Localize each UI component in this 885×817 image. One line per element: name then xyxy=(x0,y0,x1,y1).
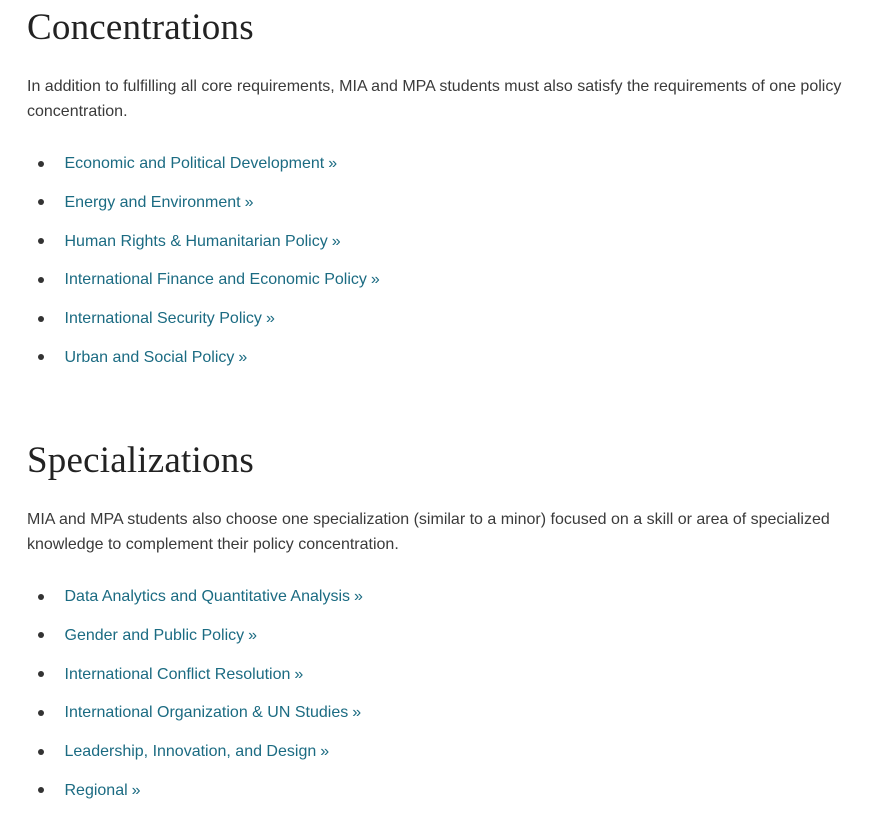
double-chevron-right-icon: » xyxy=(352,704,362,722)
double-chevron-right-icon: » xyxy=(370,271,380,289)
concentrations-intro: In addition to fulfilling all core requirements, MIA and MPA students must also satisfy the requirements of one policy concentration. xyxy=(27,78,842,120)
list-item xyxy=(27,306,867,345)
specialization-link-international-organization[interactable]: International Organization & UN Studies » xyxy=(64,704,362,722)
list-item xyxy=(27,345,867,384)
double-chevron-right-icon: » xyxy=(244,193,254,211)
list-item xyxy=(27,267,867,306)
list-item xyxy=(27,700,867,739)
concentration-link-international-security[interactable]: International Security Policy » xyxy=(64,310,275,328)
bullet-icon xyxy=(38,671,44,677)
list-item xyxy=(27,739,867,778)
list-item xyxy=(27,229,867,268)
concentration-link-economic-political-development[interactable]: Economic and Political Development » xyxy=(64,155,338,172)
list-item xyxy=(27,584,867,623)
double-chevron-right-icon: » xyxy=(294,665,304,683)
specialization-link-data-analytics[interactable]: Data Analytics and Quantitative Analysis » xyxy=(64,588,363,605)
bullet-icon xyxy=(38,316,44,322)
specializations-section xyxy=(27,433,867,817)
bullet-icon xyxy=(38,710,44,716)
bullet-icon xyxy=(38,594,44,600)
double-chevron-right-icon: » xyxy=(331,232,341,250)
bullet-icon xyxy=(38,277,44,283)
specialization-link-regional[interactable]: Regional » xyxy=(64,781,141,799)
bullet-icon xyxy=(38,787,44,793)
double-chevron-right-icon: » xyxy=(328,155,338,172)
double-chevron-right-icon: » xyxy=(131,781,141,799)
list-item xyxy=(27,778,867,817)
double-chevron-right-icon: » xyxy=(354,588,363,605)
concentration-link-urban-social[interactable]: Urban and Social Policy » xyxy=(64,348,248,366)
concentrations-heading: Concentrations xyxy=(27,7,254,48)
double-chevron-right-icon: » xyxy=(320,743,330,761)
concentration-link-international-finance[interactable]: International Finance and Economic Policy » xyxy=(64,271,380,289)
concentrations-list xyxy=(27,151,867,384)
specialization-link-gender-public-policy[interactable]: Gender and Public Policy » xyxy=(64,626,258,644)
bullet-icon xyxy=(38,199,44,205)
concentration-link-energy-environment[interactable]: Energy and Environment » xyxy=(64,193,254,211)
list-item xyxy=(27,190,867,229)
bullet-icon xyxy=(38,354,44,360)
concentration-link-human-rights[interactable]: Human Rights & Humanitarian Policy » xyxy=(64,232,341,250)
double-chevron-right-icon: » xyxy=(265,310,275,328)
bullet-icon xyxy=(38,632,44,638)
double-chevron-right-icon: » xyxy=(248,626,258,644)
specialization-link-leadership-innovation[interactable]: Leadership, Innovation, and Design » xyxy=(64,743,330,761)
list-item xyxy=(27,662,867,701)
specializations-intro: MIA and MPA students also choose one specialization (similar to a minor) focused on a skill or area of specialized knowledge to complement their policy concentration. xyxy=(27,511,830,553)
specializations-heading: Specializations xyxy=(27,440,254,481)
list-item xyxy=(27,151,867,190)
bullet-icon xyxy=(38,161,44,167)
double-chevron-right-icon: » xyxy=(238,348,248,366)
specialization-link-conflict-resolution[interactable]: International Conflict Resolution » xyxy=(64,665,304,683)
bullet-icon xyxy=(38,749,44,755)
concentrations-section xyxy=(27,0,867,384)
specializations-list xyxy=(27,584,867,817)
bullet-icon xyxy=(38,238,44,244)
list-item xyxy=(27,623,867,662)
